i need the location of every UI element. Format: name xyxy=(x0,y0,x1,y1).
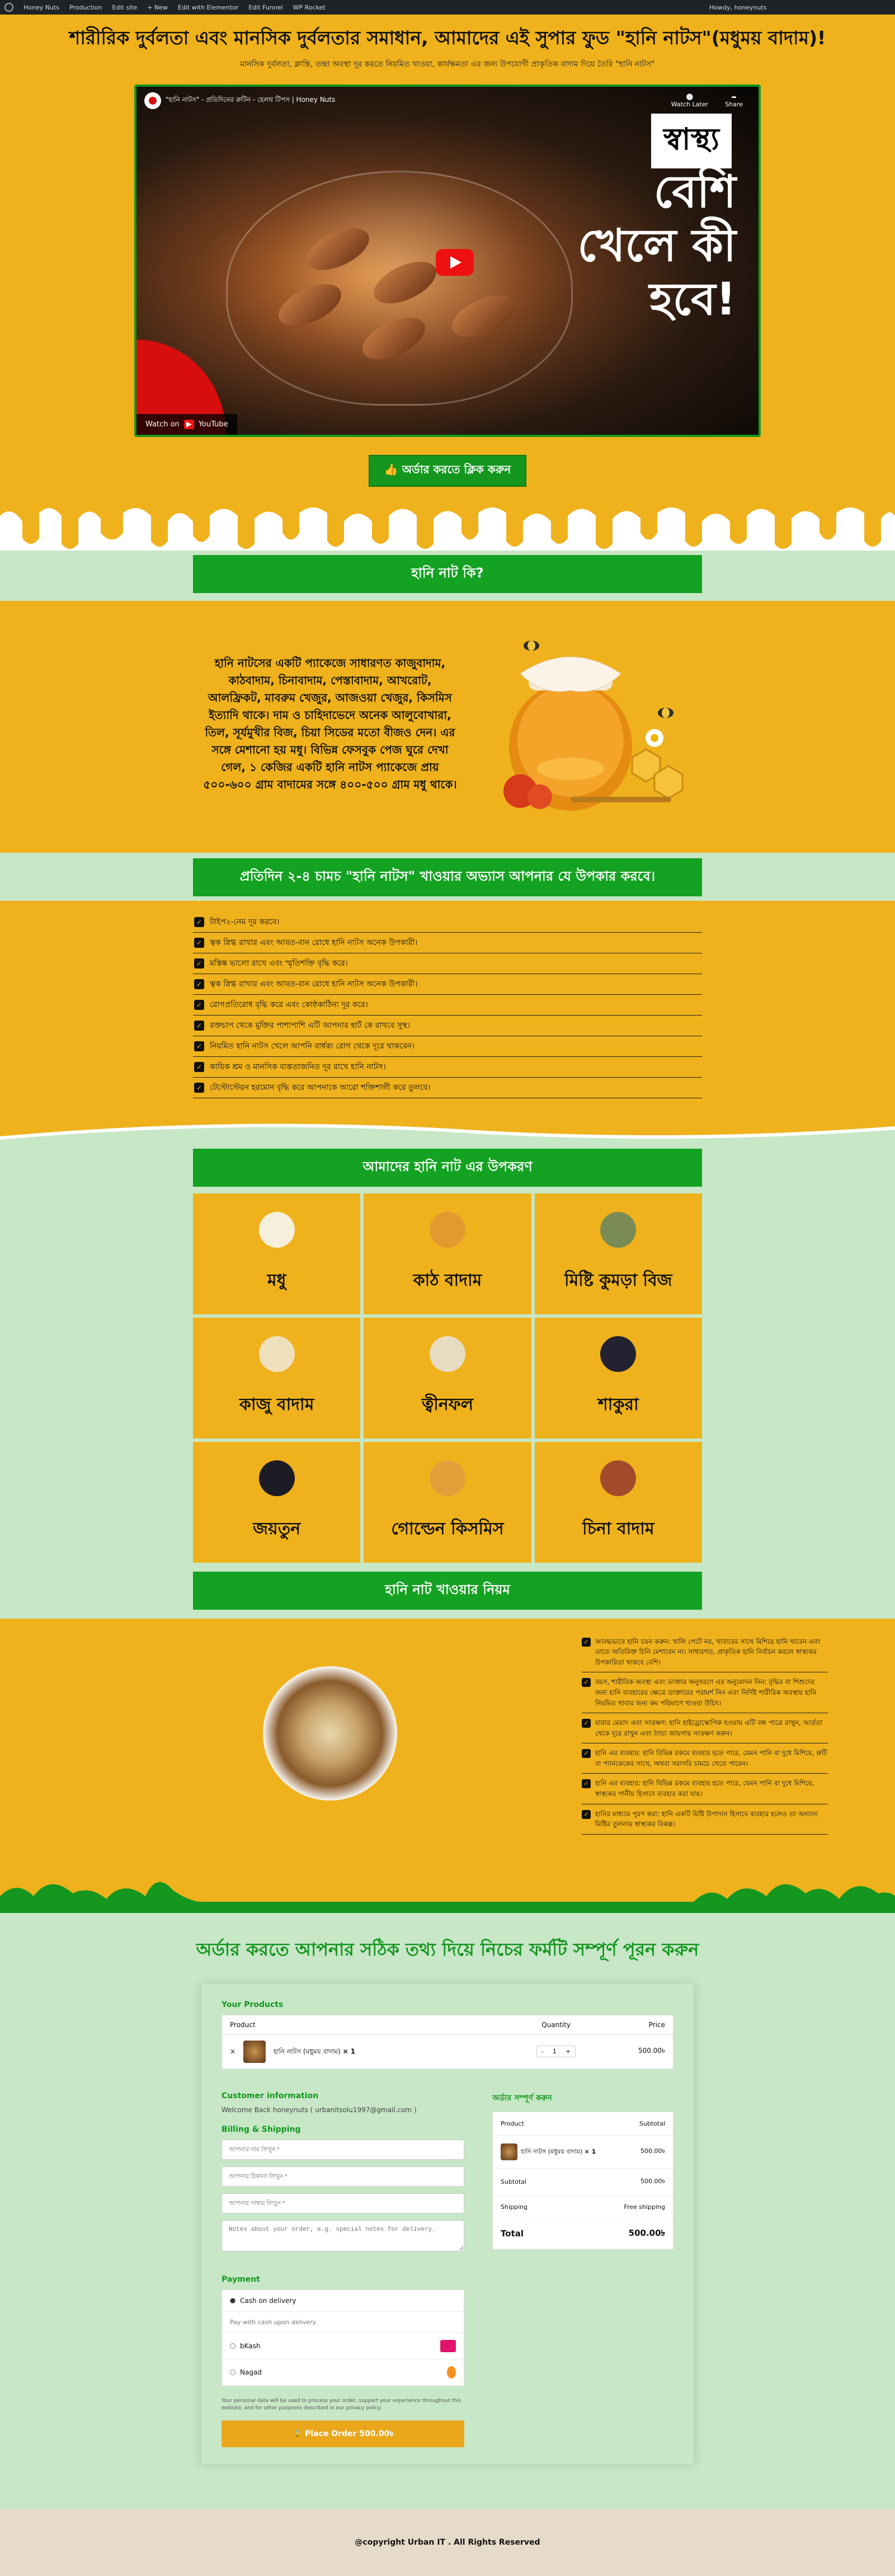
rule-item xyxy=(582,1713,828,1743)
admin-elementor-link[interactable]: Edit with Elementor xyxy=(177,3,239,11)
product-multiplier: × 1 xyxy=(342,2047,356,2056)
order-summary xyxy=(492,2091,673,2447)
summary-item-mult: × 1 xyxy=(584,2147,596,2155)
customer-info-label: Customer information xyxy=(222,2091,319,2100)
qty-value[interactable]: 1 xyxy=(552,2048,557,2056)
ingredient-card xyxy=(193,1318,360,1439)
youtube-logo-icon: ▶ xyxy=(184,420,194,429)
check-icon: ✓ xyxy=(194,1000,204,1010)
billing-label: Billing & Shipping xyxy=(222,2124,301,2134)
what-text: হানি নাটসের একটি প্যাকেজে সাধারণত কাজুবাদাম, কাঠবাদাম, চিনাবাদাম, পেস্তাবাদাম, আখরোট, আলফ্রিকট, মাবরুম খেজুর, আজওয়া খেজুর, কিসমিস ইত্যাদি থাকে। দাম ও চাহিদাভেদে অনেক আলুবোখারা, তিল, সূর্যমুখীর বিজ, চিয়া সিডের মতো বীজও দেন। এর সঙ্গে মেশানো হয় মধু। বিভিন্ন ফেসবুক পেজ ঘুরে দেখা গেল, ১ কেজির একটি হানি নাটস প্যাকেজে প্রায় ৫০০-৬০০ গ্রাম বাদামের সঙ্গে ৪০০-৫০০ গ্রাম মধু থাকে। xyxy=(203,656,457,791)
fig-icon xyxy=(430,1336,465,1372)
benefit-item xyxy=(193,1078,702,1098)
ingredient-name: কাজু বাদাম xyxy=(239,1395,314,1415)
shipping-value: Free shipping xyxy=(624,2203,665,2211)
check-icon: ✓ xyxy=(582,1678,591,1687)
ingredient-card xyxy=(535,1442,702,1563)
check-icon: ✓ xyxy=(194,979,204,989)
rules-heading: হানি নাট খাওয়ার নিয়ম xyxy=(193,1572,702,1610)
rule-text: যারার মেয়াদ এবং সংরক্ষণ: হানি হাইড্রোস্কোপিক হওয়ায় এটি বন্ধ পাত্রে রাখুন, আর্দ্রতা থেকে দূরে রাখুন এবং ঠান্ডা জায়গায় সংরক্ষণ করুন। xyxy=(595,1719,823,1737)
benefit-text: নিয়মিত হানি নাটস খেলে আপনি বার্ধক্য রোগ থেকে দূরে থাকবেন। xyxy=(210,1041,414,1051)
overlay-word: স্বাস্থ্য xyxy=(651,114,732,168)
grape-icon xyxy=(600,1336,636,1372)
quantity-stepper[interactable] xyxy=(536,2046,576,2057)
order-cta-button[interactable] xyxy=(369,455,526,487)
ingredient-name: গোল্ডেন কিসমিস xyxy=(391,1519,504,1539)
ingredient-card xyxy=(535,1318,702,1439)
what-heading: হানি নাট কি? xyxy=(193,555,702,593)
benefit-item xyxy=(193,1016,702,1036)
lock-icon: 🔒 xyxy=(292,2429,305,2438)
products-label: Your Products xyxy=(222,2000,284,2009)
col-quantity: Quantity xyxy=(541,2020,571,2029)
benefit-item xyxy=(193,933,702,953)
benefits-section xyxy=(0,901,895,1121)
check-icon: ✓ xyxy=(582,1810,591,1819)
cod-radio[interactable] xyxy=(230,2298,235,2304)
ingredient-card xyxy=(193,1193,360,1314)
admin-funnel-link[interactable]: Edit Funnel xyxy=(248,3,283,11)
ingredient-name: মিষ্টি কুমড়া বিজ xyxy=(564,1271,672,1291)
check-icon: ✓ xyxy=(582,1749,591,1758)
benefit-item xyxy=(193,974,702,995)
address-input[interactable] xyxy=(222,2166,464,2187)
check-icon: ✓ xyxy=(194,938,204,948)
cod-label: Cash on delivery xyxy=(240,2296,296,2305)
benefit-text: ত্বক স্নিগ্ধ রাখার এবং আবত-বান রোধে হানি নাটস অনেক উপকারী। xyxy=(210,979,418,989)
rule-item xyxy=(582,1743,828,1774)
nagad-label: Nagad xyxy=(240,2368,262,2376)
rule-text: হানি এর ব্যবহার: হানি বিভিন্ন রকমে ব্যবহার হতে পারে, যেমন পানি বা দুধে মিশিয়ে, স্বাস্থ্যকর পানীয় হিসাবে ব্যবহার করা যায়। xyxy=(595,1779,814,1798)
ingredient-name: জয়তুন xyxy=(253,1519,301,1539)
ingredients-section xyxy=(0,1145,895,1619)
rule-item xyxy=(582,1774,828,1804)
benefit-text: রক্তচাপ থেকে মুক্তির পাশাপাশি এটি আপনার হার্ট কে রাখবে সুস্থ। xyxy=(210,1021,411,1030)
summary-thumbnail xyxy=(501,2143,517,2160)
benefit-text: কায়িক শ্রম ও মানসিক ব্যস্ততাজনিত দূর রাখে হানি নাটস। xyxy=(210,1062,386,1071)
benefit-item xyxy=(193,1057,702,1078)
check-icon: ✓ xyxy=(194,1083,204,1093)
summary-item-price: 500.00৳ xyxy=(640,2147,665,2155)
cashew-icon xyxy=(259,1336,295,1372)
pumpkin-seed-icon xyxy=(600,1212,636,1248)
ingredient-name: মধু xyxy=(267,1271,286,1291)
summary-col-subtotal: Subtotal xyxy=(639,2119,665,2127)
bkash-radio[interactable] xyxy=(230,2343,235,2349)
summary-table xyxy=(492,2112,673,2250)
benefits-list xyxy=(193,912,702,1098)
admin-site-link[interactable]: Honey Nuts xyxy=(23,3,59,11)
ingredient-card xyxy=(364,1193,531,1314)
check-icon: ✓ xyxy=(194,917,204,927)
youtube-video-embed[interactable] xyxy=(134,84,761,437)
qty-minus-button[interactable]: - xyxy=(541,2048,544,2056)
payment-label: Payment xyxy=(222,2274,260,2284)
admin-howdy-link[interactable]: Howdy, honeynuts xyxy=(709,3,767,11)
privacy-note: Your personal data will be used to process your order, support your experience throughout this website, and for other purposes described in our privacy policy. xyxy=(222,2398,461,2412)
subtotal-label: Subtotal xyxy=(501,2178,527,2185)
watch-later-button[interactable]: 🕓 Watch Later xyxy=(671,93,708,108)
check-icon: ✓ xyxy=(194,1021,204,1031)
wordpress-icon[interactable] xyxy=(4,3,13,12)
benefit-text: রোগপ্রতিরোধ বৃদ্ধি করে এবং কোষ্ঠকাঠিন্য দূর করে। xyxy=(210,1000,368,1009)
olive-icon xyxy=(259,1460,295,1496)
place-order-label: Place Order 500.00৳ xyxy=(305,2429,394,2438)
admin-production-link[interactable]: Production xyxy=(69,3,102,11)
product-row xyxy=(222,2035,673,2069)
shipping-label: Shipping xyxy=(501,2203,527,2211)
ingredient-name: ত্বীনফল xyxy=(421,1395,474,1415)
place-order-button[interactable] xyxy=(222,2420,464,2447)
admin-new-link[interactable]: + New xyxy=(147,3,168,11)
benefit-item xyxy=(193,953,702,974)
play-button-icon[interactable] xyxy=(436,249,474,276)
admin-edit-site-link[interactable]: Edit site xyxy=(112,3,138,11)
qty-plus-button[interactable]: + xyxy=(565,2048,571,2056)
video-title[interactable]: "হানি নাটস" - প্রতিদিনের রুটিন - হেলথ টিপস | Honey Nuts xyxy=(166,95,336,104)
thumbs-up-icon: 👍 xyxy=(384,462,402,476)
rules-list xyxy=(582,1632,828,1835)
summary-col-product: Product xyxy=(501,2119,524,2127)
col-price: Price xyxy=(648,2020,665,2029)
wave-divider xyxy=(0,1121,895,1145)
share-label: Share xyxy=(725,100,743,108)
video-channel-bar[interactable] xyxy=(144,92,335,109)
benefit-item xyxy=(193,1036,702,1057)
ingredient-card xyxy=(193,1442,360,1563)
check-icon: ✓ xyxy=(194,1062,204,1072)
product-table xyxy=(222,2015,673,2069)
raisin-icon xyxy=(430,1460,465,1496)
milk-drip-divider xyxy=(0,499,895,555)
welcome-text: Welcome Back honeynuts ( urbanitsolu1997@gmail.com ) xyxy=(222,2105,417,2114)
cod-description: Pay with cash upon delivery. xyxy=(222,2312,464,2333)
benefit-item xyxy=(193,995,702,1016)
ingredient-card xyxy=(535,1193,702,1314)
ingredient-card xyxy=(364,1442,531,1563)
honey-jar-image xyxy=(487,629,694,819)
watch-on-youtube-button[interactable] xyxy=(136,414,237,435)
hero-section xyxy=(0,15,895,555)
ingredient-name: চিনা বাদাম xyxy=(582,1519,654,1539)
checkout-card xyxy=(201,1983,694,2464)
order-cta-label: অর্ডার করতে ক্লিক করুন xyxy=(402,462,511,476)
ingredients-heading: আমাদের হানি নাট এর উপকরণ xyxy=(193,1149,702,1187)
payment-methods xyxy=(222,2290,464,2386)
hero-title: শারীরিক দুর্বলতা এবং মানসিক দুর্বলতার সমাধান, আমাদের এই সুপার ফুড "হানি নাটস"(মধুময় বাদাম)! xyxy=(69,27,826,49)
footer xyxy=(0,2509,895,2576)
summary-heading: অর্ডার সম্পূর্ণ করুন xyxy=(492,2093,552,2103)
phone-input[interactable] xyxy=(222,2193,464,2213)
check-icon: ✓ xyxy=(194,1041,204,1051)
watch-on-label: Watch on xyxy=(145,420,180,429)
subtotal-value: 500.00৳ xyxy=(640,2177,665,2185)
name-input[interactable] xyxy=(222,2140,464,2160)
ingredient-name: শাকুরা xyxy=(598,1395,639,1415)
bkash-logo-icon xyxy=(440,2340,456,2352)
check-icon: ✓ xyxy=(194,958,204,969)
rules-section xyxy=(0,1619,895,1919)
benefits-heading: প্রতিদিন ২-৪ চামচ "হানি নাটস" খাওয়ার অভ্যাস আপনার যে উপকার করবে। xyxy=(193,858,702,896)
checkout-heading: অর্ডার করতে আপনার সঠিক তথ্য দিয়ে নিচের ফর্মটি সম্পূর্ণ পূরন করুন xyxy=(196,1938,699,1960)
youtube-label: YouTube xyxy=(198,420,228,429)
benefit-text: টাইপ২-নেম দূর করবে। xyxy=(210,917,280,927)
what-section xyxy=(0,601,895,853)
peanut-icon xyxy=(600,1460,636,1496)
rule-text: হানি এর ব্যবহার: হানি বিভিন্ন রকমে ব্যবহার হতে পারে, যেমন পানি বা দুধে মিশিয়ে, রুটি বা প্যানকেকের সাথে, অথবা সরাসরি চামচে খেতে পারেন। xyxy=(595,1749,827,1768)
benefit-text: ত্বক স্নিগ্ধ রাখার এবং আবত-বান রোধে হানি নাটস অনেক উপকারী। xyxy=(210,938,418,947)
almond-icon xyxy=(430,1212,465,1248)
payment-bkash-option[interactable] xyxy=(222,2333,464,2359)
rule-item xyxy=(582,1804,828,1835)
rule-text: বয়স, শারীরিক অবস্থা এবং ডাক্তার অনুসরণে এর অনুমোদন নিন: বৃদ্ধির বা শিশুদের জন্য হানি ব্যবহারের ক্ষেত্রে ডাক্তারের পরামর্শ নিন এবং নির্দিষ্ট শারীরিক অবস্থায় হানি নিয়মিত খাবার জন্য কম পরিমাণে খাওয়া উচিৎ। xyxy=(595,1678,817,1707)
watch-later-label: Watch Later xyxy=(671,100,708,108)
product-thumbnail xyxy=(243,2041,266,2063)
share-button[interactable]: ➦ Share xyxy=(725,93,743,108)
benefit-item xyxy=(193,912,702,933)
product-name: হানি নাটস (মধুময় বাদাম) xyxy=(273,2047,341,2056)
summary-item-row xyxy=(493,2136,673,2169)
check-icon: ✓ xyxy=(582,1719,591,1728)
nagad-logo-icon xyxy=(447,2366,456,2378)
bkash-label: bKash xyxy=(240,2342,261,2350)
ingredient-card xyxy=(364,1318,531,1439)
summary-item-name: হানি নাটস (মধুময় বাদাম) xyxy=(521,2147,583,2155)
benefit-text: মস্তিষ্ক ভালো রাখে এবং স্মৃতিশক্তি বৃদ্ধি করে। xyxy=(210,958,348,968)
remove-item-icon[interactable]: × xyxy=(230,2047,236,2056)
copyright-text: @copyright Urban IT . All Rights Reserved xyxy=(355,2537,540,2547)
rule-text: আবদ্ধভাবে হানি চয়ন করুন: খালি পেটে নয়, খাবারের সাথে মিশিয়ে হানি খাবেন এবং তাতে অতিরিক্ত চিনি মেশাবেন না। সাধারণত, প্রাকৃতিক হানি নির্বাচন করলে স্বাস্থ্যকর উপকারিতা থাকবে বেশি। xyxy=(595,1637,821,1666)
check-icon: ✓ xyxy=(582,1779,591,1788)
hero-subtitle: মানসিক দুর্বলতা, ক্লান্তি, তন্দ্রা অবস্থা দূর করতে নিয়মিত খাওয়া, কার্যক্ষমতা এর জন্য উপযোগী প্রাকৃতিক বাদাম দিয়ে তৈরি "হানি নাটস" xyxy=(240,59,655,69)
admin-rocket-link[interactable]: WP Rocket xyxy=(293,3,326,11)
order-notes-input[interactable] xyxy=(222,2220,464,2251)
mixed-nuts-plate-image xyxy=(263,1666,397,1801)
channel-logo-icon[interactable] xyxy=(144,92,161,109)
total-value: 500.00৳ xyxy=(628,2227,665,2238)
total-label: Total xyxy=(501,2229,524,2239)
flower-icon xyxy=(259,1212,295,1248)
rule-item xyxy=(582,1672,828,1713)
leaf-divider xyxy=(0,1868,895,1919)
product-table-header xyxy=(222,2015,673,2035)
check-icon: ✓ xyxy=(582,1638,591,1647)
rule-item xyxy=(582,1632,828,1673)
benefit-text: টেস্টোস্টেরন হরমোন বৃদ্ধি করে আপনাকে আরো শক্তিশালী করে তুলবে। xyxy=(210,1083,431,1092)
ingredients-grid xyxy=(193,1193,702,1563)
overlay-line: বেশি খেলে কী হবে! xyxy=(577,165,736,325)
ingredient-name: কাঠ বাদাম xyxy=(413,1271,482,1291)
payment-cod-option[interactable] xyxy=(222,2290,464,2312)
payment-nagad-option[interactable] xyxy=(222,2359,464,2386)
what-heading-section xyxy=(0,555,895,601)
benefits-heading-section xyxy=(0,853,895,901)
admin-bar xyxy=(0,0,895,15)
product-price: 500.00৳ xyxy=(638,2046,665,2055)
rule-text: হানির মাধ্যমে পূরণ করা: হানি একটি মিষ্টি উপাদান হিসাবে ব্যবহার হলেও তা অন্যান্য মিষ্টির তুলনায় স্বাস্থ্যকর বিকল্প। xyxy=(595,1809,818,1828)
checkout-section xyxy=(0,1919,895,2509)
col-product: Product xyxy=(230,2020,256,2029)
nagad-radio[interactable] xyxy=(230,2370,235,2375)
